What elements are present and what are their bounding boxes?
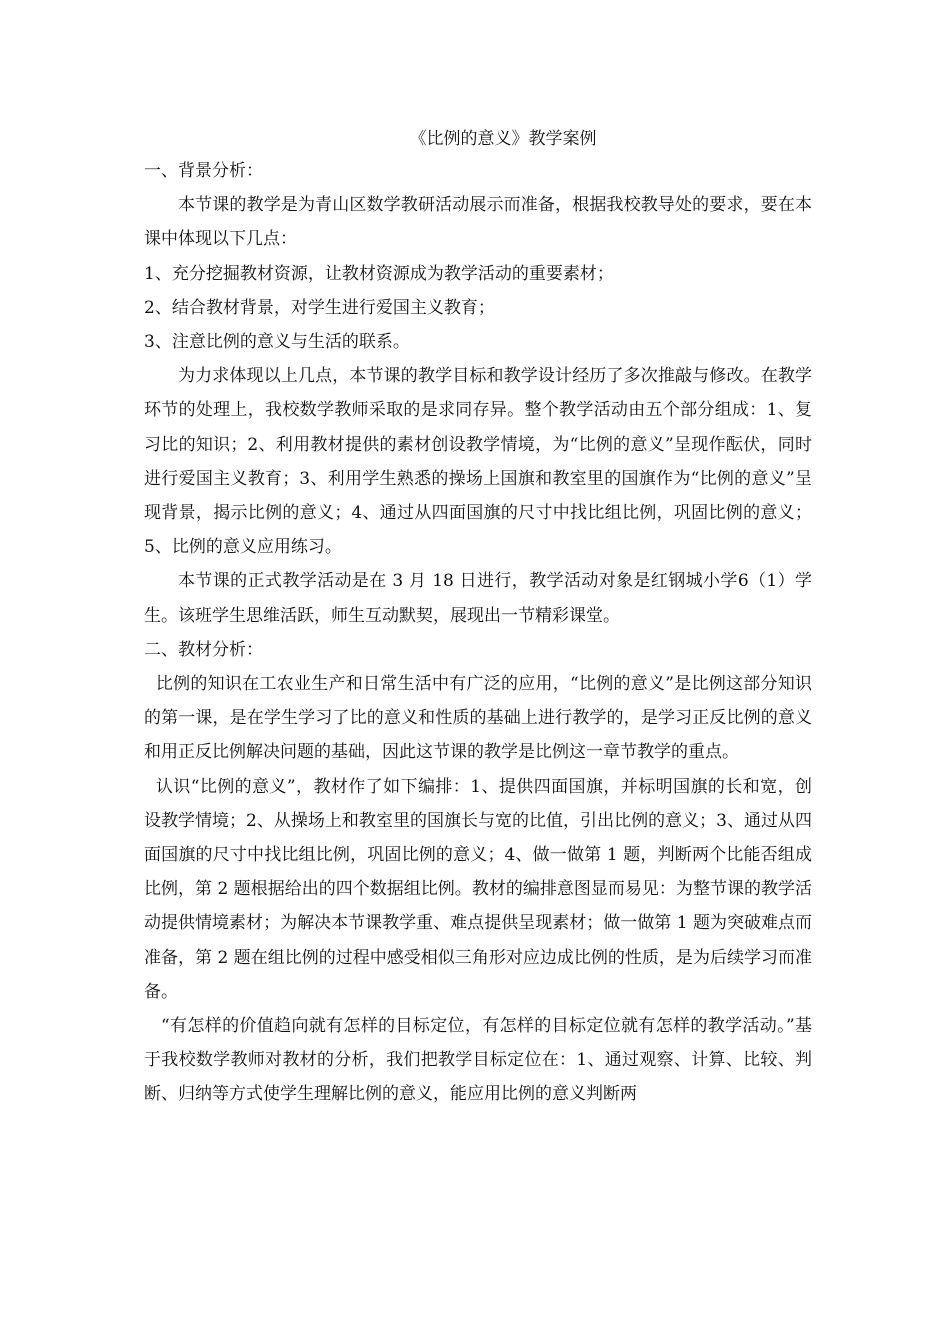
document-body — [144, 124, 812, 1112]
paragraph-goal: “有怎样的价值趋向就有怎样的目标定位，有怎样的目标定位就有怎样的教学活动。”基于我校数学教师对教材的分析，我们把教学目标定位在：1、通过观察、计算、比较、判断、归纳等方式使学生理解比例的意义，能应用比例的意义判断两 — [144, 1016, 812, 1105]
paragraph-design: 为力求体现以上几点，本节课的教学目标和教学设计经历了多次推敲与修改。在教学环节的处理上，我校数学教师采取的是求同存异。整个教学活动由五个部分组成：1、复习比的知识；2、利用教材提供的素材创设教学情境，为“比例的意义”呈现作酝伏，同时进行爱国主义教育；3、利用学生熟悉的操场上国旗和教室里的国旗作为“比例的意义”呈现背景，揭示比例的意义；4、通过从四面国旗的尺寸中找比组比例，巩固比例的意义；5、比例的意义应用练习。 — [144, 366, 812, 558]
paragraph-event: 本节课的正式教学活动是在 3 月 18 日进行，教学活动对象是红钢城小学6（1）学生。该班学生思维活跃，师生互动默契，展现出一节精彩课堂。 — [144, 571, 812, 626]
section-heading-textbook-analysis: 二、教材分析： — [144, 639, 263, 660]
document-title: 《比例的意义》教学案例 — [409, 129, 597, 149]
list-item-point-2: 2、结合教材背景，对学生进行爱国主义教育； — [144, 297, 495, 318]
paragraph-intro: 本节课的教学是为青山区数学教研活动展示而准备，根据我校教导处的要求，要在本课中体现以下几点： — [144, 195, 812, 250]
list-item-point-1: 1、充分挖掘教材资源，让教材资源成为教学活动的重要素材； — [144, 263, 614, 284]
paragraph-knowledge: 比例的知识在工农业生产和日常生活中有广泛的应用，“比例的意义”是比例这部分知识的第一课，是在学生学习了比的意义和性质的基础上进行教学的，是学习正反比例的意义和用正反比例解决问题的基础，因此这节课的教学是比例这一章节教学的重点。 — [144, 674, 812, 763]
section-heading-background: 一、背景分析： — [144, 161, 263, 181]
paragraph-textbook: 认识“比例的意义”，教材作了如下编排：1、提供四面国旗，并标明国旗的长和宽，创设教学情境；2、从操场上和教室里的国旗长与宽的比值，引出比例的意义；3、通过从四面国旗的尺寸中找比组比例，巩固比例的意义；4、做一做第 1 题，判断两个比能否组成比例，第 2 题根据给出的四个数据组比例。教材的编排意图显而易见：为整节课的教学活动提供情境素材；为解决本节课教学重、难点提供呈现素材；做一做第 1 题为突破难点而准备，第 2 题在组比例的过程中感受相似三角形对应边成比例的性质，是为后续学习而准备。 — [144, 776, 812, 1002]
list-item-point-3: 3、注意比例的意义与生活的联系。 — [144, 332, 410, 353]
